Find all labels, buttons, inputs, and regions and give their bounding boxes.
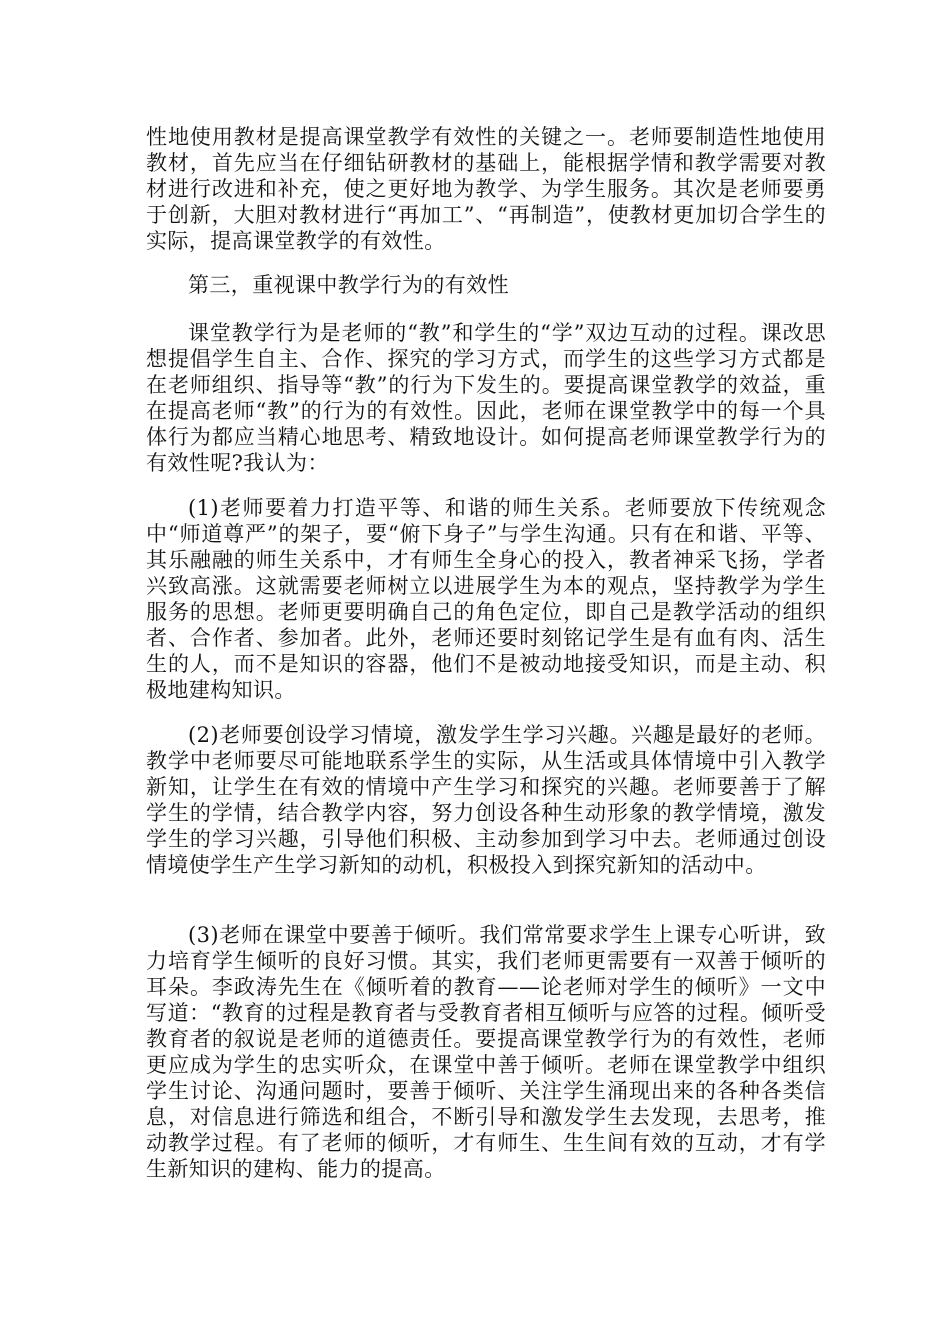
section-heading-text: 第三，重视课中教学行为的有效性: [188, 273, 509, 297]
paragraph-continuation: [146, 124, 826, 254]
paragraph-text: 课堂教学行为是老师的“教”和学生的“学”双边互动的过程。课改思想提倡学生自主、合作、探究的学习方式，而学生的这些学习方式都是在老师组织、指导等“教”的行为下发生的。要提高课堂教学的效益，重在提高老师“教”的行为的有效性。因此，老师在课堂教学中的每一个具体行为都应当精心地思考、精致地设计。如何提高老师课堂教学行为的有效性呢?我认为：: [146, 321, 826, 475]
paragraph-text: (3)老师在课堂中要善于倾听。我们常常要求学生上课专心听讲，致力培育学生倾听的良好习惯。其实，我们老师更需要有一双善于倾听的耳朵。李政涛先生在《倾听着的教育——论老师对学生的倾听》一文中写道：“教育的过程是教育者与受教育者相互倾听与应答的过程。倾听受教育者的叙说是老师的道德责任。要提高课堂教学行为的有效性，老师更应成为学生的忠实听众，在课堂中善于倾听。老师在课堂教学中组织学生讨论、沟通问题时，要善于倾听、关注学生涌现出来的各种各类信息，对信息进行筛选和组合，不断引导和激发学生去发现，去思考，推动教学过程。有了老师的倾听，才有师生、生生间有效的互动，才有学生新知识的建构、能力的提高。: [146, 923, 826, 1181]
paragraph-text: 性地使用教材是提高课堂教学有效性的关键之一。老师要制造性地使用教材，首先应当在仔细钻研教材的基础上，能根据学情和教学需要对教材进行改进和补充，使之更好地为教学、为学生服务。其次是老师要勇于创新，大胆对教材进行“再加工”、“再制造”，使教材更加切合学生的实际，提高课堂教学的有效性。: [146, 125, 826, 253]
paragraph-text: (2)老师要创设学习情境，激发学生学习兴趣。兴趣是最好的老师。教学中老师要尽可能地联系学生的实际，从生活或具体情境中引入教学新知，让学生在有效的情境中产生学习和探究的兴趣。老师要善于了解学生的学情，结合教学内容，努力创设各种生动形象的教学情境，激发学生的学习兴趣，引导他们积极、主动参加到学习中去。老师通过创设情境使学生产生学习新知的动机，积极投入到探究新知的活动中。: [146, 723, 826, 877]
paragraph-point-1: [146, 495, 826, 703]
paragraph-intro: [146, 320, 826, 476]
paragraph-text: (1)老师要着力打造平等、和谐的师生关系。老师要放下传统观念中“师道尊严”的架子，要“俯下身子”与学生沟通。只有在和谐、平等、其乐融融的师生关系中，才有师生全身心的投入，教者神采飞扬，学者兴致高涨。这就需要老师树立以进展学生为本的观点，坚持教学为学生服务的思想。老师更要明确自己的角色定位，即自己是教学活动的组织者、合作者、参加者。此外，老师还要时刻铭记学生是有血有肉、活生生的人，而不是知识的容器，他们不是被动地接受知识，而是主动、积极地建构知识。: [146, 496, 826, 702]
section-heading: [146, 272, 826, 298]
paragraph-point-2: [146, 722, 826, 878]
paragraph-point-3: [146, 922, 826, 1182]
